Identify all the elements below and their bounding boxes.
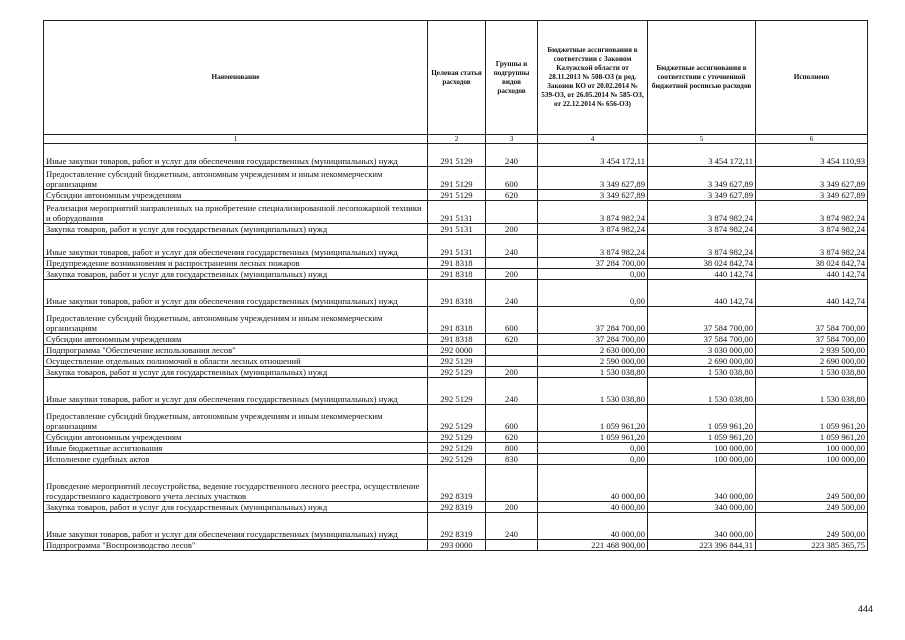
row-refined: 340 000,00 (648, 513, 756, 540)
row-group: 200 (486, 269, 538, 280)
row-refined: 440 142,74 (648, 269, 756, 280)
row-law: 37 284 700,00 (538, 334, 648, 345)
row-refined: 37 584 700,00 (648, 307, 756, 334)
row-name: Осуществление отдельных полномочий в области лесных отношений (44, 356, 428, 367)
row-executed: 3 349 627,89 (756, 190, 868, 201)
row-target: 291 5129 (428, 167, 486, 190)
row-law: 1 530 038,80 (538, 378, 648, 405)
row-name: Иные закупки товаров, работ и услуг для обеспечения государственных (муниципальных) нужд (44, 144, 428, 167)
row-refined: 3 874 982,24 (648, 224, 756, 235)
row-refined: 3 454 172,11 (648, 144, 756, 167)
row-executed: 100 000,00 (756, 454, 868, 465)
row-group: 600 (486, 405, 538, 432)
row-group: 830 (486, 454, 538, 465)
row-law: 3 874 982,24 (538, 201, 648, 224)
table-row (44, 432, 868, 443)
row-group: 600 (486, 167, 538, 190)
row-executed: 3 454 110,93 (756, 144, 868, 167)
row-law: 3 349 627,89 (538, 190, 648, 201)
row-target: 292 5129 (428, 367, 486, 378)
row-refined: 38 024 842,74 (648, 258, 756, 269)
budget-report-sheet (43, 20, 867, 551)
row-executed: 38 024 842,74 (756, 258, 868, 269)
row-group: 240 (486, 144, 538, 167)
row-refined: 2 690 000,00 (648, 356, 756, 367)
row-name: Субсидии автономным учреждениям (44, 190, 428, 201)
row-executed: 249 500,00 (756, 465, 868, 502)
row-refined: 440 142,74 (648, 280, 756, 307)
row-group: 240 (486, 235, 538, 258)
row-target: 291 8318 (428, 334, 486, 345)
row-executed: 1 530 038,80 (756, 367, 868, 378)
row-law: 37 284 700,00 (538, 258, 648, 269)
row-executed: 3 874 982,24 (756, 224, 868, 235)
column-number: 6 (756, 135, 868, 144)
table-row (44, 235, 868, 258)
header-target: Целевая статья расходов (428, 21, 486, 135)
row-name: Иные закупки товаров, работ и услуг для обеспечения государственных (муниципальных) нужд (44, 378, 428, 405)
row-refined: 3 874 982,24 (648, 235, 756, 258)
header-name: Наименование (44, 21, 428, 135)
row-name: Проведение мероприятий лесоустройства, ведение государственного лесного реестра, осуществление государственного кадастрового учета лесных участков (44, 465, 428, 502)
table-row (44, 224, 868, 235)
table-row (44, 144, 868, 167)
row-group: 200 (486, 502, 538, 513)
row-executed: 249 500,00 (756, 513, 868, 540)
header-row (44, 21, 868, 135)
row-law: 1 059 961,20 (538, 432, 648, 443)
row-target: 291 8318 (428, 269, 486, 280)
row-target: 292 5129 (428, 356, 486, 367)
table-row (44, 465, 868, 502)
row-group (486, 540, 538, 551)
row-refined: 1 530 038,80 (648, 378, 756, 405)
column-number: 1 (44, 135, 428, 144)
row-name: Закупка товаров, работ и услуг для государственных (муниципальных) нужд (44, 224, 428, 235)
row-target: 292 8319 (428, 465, 486, 502)
row-refined: 100 000,00 (648, 454, 756, 465)
row-name: Предоставление субсидий бюджетным, автономным учреждениям и иным некоммерческим организациям (44, 405, 428, 432)
row-executed: 440 142,74 (756, 269, 868, 280)
row-law: 40 000,00 (538, 502, 648, 513)
row-law: 221 468 900,00 (538, 540, 648, 551)
table-row (44, 405, 868, 432)
row-name: Предоставление субсидий бюджетным, автономным учреждениям и иным некоммерческим организациям (44, 167, 428, 190)
row-group: 620 (486, 432, 538, 443)
row-group (486, 356, 538, 367)
row-group (486, 201, 538, 224)
row-executed: 37 584 700,00 (756, 334, 868, 345)
column-number-row (44, 135, 868, 144)
row-group: 620 (486, 190, 538, 201)
row-law: 1 530 038,80 (538, 367, 648, 378)
row-executed: 440 142,74 (756, 280, 868, 307)
table-row (44, 356, 868, 367)
column-number: 4 (538, 135, 648, 144)
table-row (44, 513, 868, 540)
row-executed: 2 939 500,00 (756, 345, 868, 356)
row-law: 40 000,00 (538, 513, 648, 540)
row-target: 291 5131 (428, 201, 486, 224)
row-executed: 2 690 000,00 (756, 356, 868, 367)
table-row (44, 280, 868, 307)
row-target: 292 5129 (428, 405, 486, 432)
row-refined: 3 349 627,89 (648, 167, 756, 190)
row-group: 200 (486, 367, 538, 378)
row-name: Предоставление субсидий бюджетным, автономным учреждениям и иным некоммерческим организациям (44, 307, 428, 334)
row-law: 2 590 000,00 (538, 356, 648, 367)
row-target: 292 5129 (428, 454, 486, 465)
row-group (486, 258, 538, 269)
row-name: Субсидии автономным учреждениям (44, 432, 428, 443)
table-row (44, 258, 868, 269)
row-group: 620 (486, 334, 538, 345)
row-law: 0,00 (538, 269, 648, 280)
row-refined: 3 349 627,89 (648, 190, 756, 201)
row-target: 292 5129 (428, 443, 486, 454)
row-executed: 1 059 961,20 (756, 405, 868, 432)
table-row (44, 201, 868, 224)
row-executed: 1 530 038,80 (756, 378, 868, 405)
row-executed: 3 874 982,24 (756, 201, 868, 224)
row-law: 3 874 982,24 (538, 235, 648, 258)
header-groups: Группы и подгруппы видов расходов (486, 21, 538, 135)
row-name: Иные бюджетные ассигнования (44, 443, 428, 454)
row-refined: 1 059 961,20 (648, 432, 756, 443)
column-number: 3 (486, 135, 538, 144)
row-refined: 340 000,00 (648, 465, 756, 502)
row-law: 37 284 700,00 (538, 307, 648, 334)
table-row (44, 345, 868, 356)
row-target: 291 5129 (428, 144, 486, 167)
row-name: Иные закупки товаров, работ и услуг для обеспечения государственных (муниципальных) нужд (44, 280, 428, 307)
row-refined: 100 000,00 (648, 443, 756, 454)
row-executed: 3 349 627,89 (756, 167, 868, 190)
column-number: 2 (428, 135, 486, 144)
row-name: Реализация мероприятий направленных на приобретение специализированной лесопожарной техники и оборудования (44, 201, 428, 224)
table-row (44, 367, 868, 378)
row-name: Иные закупки товаров, работ и услуг для обеспечения государственных (муниципальных) нужд (44, 513, 428, 540)
table-row (44, 540, 868, 551)
row-group (486, 465, 538, 502)
row-target: 291 5131 (428, 235, 486, 258)
table-row (44, 167, 868, 190)
table-row (44, 378, 868, 405)
row-executed: 37 584 700,00 (756, 307, 868, 334)
row-executed: 100 000,00 (756, 443, 868, 454)
row-group: 800 (486, 443, 538, 454)
column-number: 5 (648, 135, 756, 144)
table-row (44, 454, 868, 465)
row-target: 291 8318 (428, 280, 486, 307)
table-row (44, 502, 868, 513)
row-target: 291 5131 (428, 224, 486, 235)
row-group: 240 (486, 378, 538, 405)
header-law: Бюджетные ассигнования в соответствии с Законом Калужской области от 28.11.2013 № 508-ОЗ (в ред. Законов КО от 20.02.2014 № 539-ОЗ, от 26.05.2014 № 585-ОЗ, от 22.12.2014 № 656-ОЗ) (538, 21, 648, 135)
row-name: Иные закупки товаров, работ и услуг для обеспечения государственных (муниципальных) нужд (44, 235, 428, 258)
row-target: 291 8318 (428, 258, 486, 269)
row-group: 200 (486, 224, 538, 235)
row-group: 240 (486, 513, 538, 540)
row-executed: 249 500,00 (756, 502, 868, 513)
row-executed: 1 059 961,20 (756, 432, 868, 443)
row-law: 0,00 (538, 443, 648, 454)
row-refined: 37 584 700,00 (648, 334, 756, 345)
row-name: Подпрограмма "Обеспечение использования лесов" (44, 345, 428, 356)
row-refined: 1 059 961,20 (648, 405, 756, 432)
row-group: 600 (486, 307, 538, 334)
row-refined: 3 874 982,24 (648, 201, 756, 224)
row-group: 240 (486, 280, 538, 307)
table-row (44, 334, 868, 345)
row-law: 3 454 172,11 (538, 144, 648, 167)
row-law: 2 630 000,00 (538, 345, 648, 356)
row-target: 293 0000 (428, 540, 486, 551)
row-name: Субсидии автономным учреждениям (44, 334, 428, 345)
row-law: 40 000,00 (538, 465, 648, 502)
row-name: Подпрограмма "Воспроизводство лесов" (44, 540, 428, 551)
row-refined: 340 000,00 (648, 502, 756, 513)
row-law: 3 874 982,24 (538, 224, 648, 235)
row-target: 292 8319 (428, 502, 486, 513)
row-name: Закупка товаров, работ и услуг для государственных (муниципальных) нужд (44, 269, 428, 280)
row-refined: 1 530 038,80 (648, 367, 756, 378)
row-name: Закупка товаров, работ и услуг для государственных (муниципальных) нужд (44, 502, 428, 513)
row-law: 1 059 961,20 (538, 405, 648, 432)
table-row (44, 190, 868, 201)
row-name: Предупреждение возникновения и распространения лесных пожаров (44, 258, 428, 269)
row-target: 292 0000 (428, 345, 486, 356)
row-law: 0,00 (538, 454, 648, 465)
row-target: 291 5129 (428, 190, 486, 201)
row-executed: 3 874 982,24 (756, 235, 868, 258)
row-refined: 3 030 000,00 (648, 345, 756, 356)
row-executed: 223 385 365,75 (756, 540, 868, 551)
row-target: 292 8319 (428, 513, 486, 540)
row-law: 3 349 627,89 (538, 167, 648, 190)
page-number: 444 (858, 604, 874, 614)
row-name: Исполнение судебных актов (44, 454, 428, 465)
budget-table (43, 20, 868, 551)
row-refined: 223 396 844,31 (648, 540, 756, 551)
row-target: 291 8318 (428, 307, 486, 334)
row-group (486, 345, 538, 356)
row-target: 292 5129 (428, 378, 486, 405)
table-row (44, 443, 868, 454)
header-refined: Бюджетные ассигнования в соответствии с уточненной бюджетной росписью расходов (648, 21, 756, 135)
row-law: 0,00 (538, 280, 648, 307)
table-row (44, 269, 868, 280)
table-row (44, 307, 868, 334)
header-executed: Исполнено (756, 21, 868, 135)
row-target: 292 5129 (428, 432, 486, 443)
row-name: Закупка товаров, работ и услуг для государственных (муниципальных) нужд (44, 367, 428, 378)
